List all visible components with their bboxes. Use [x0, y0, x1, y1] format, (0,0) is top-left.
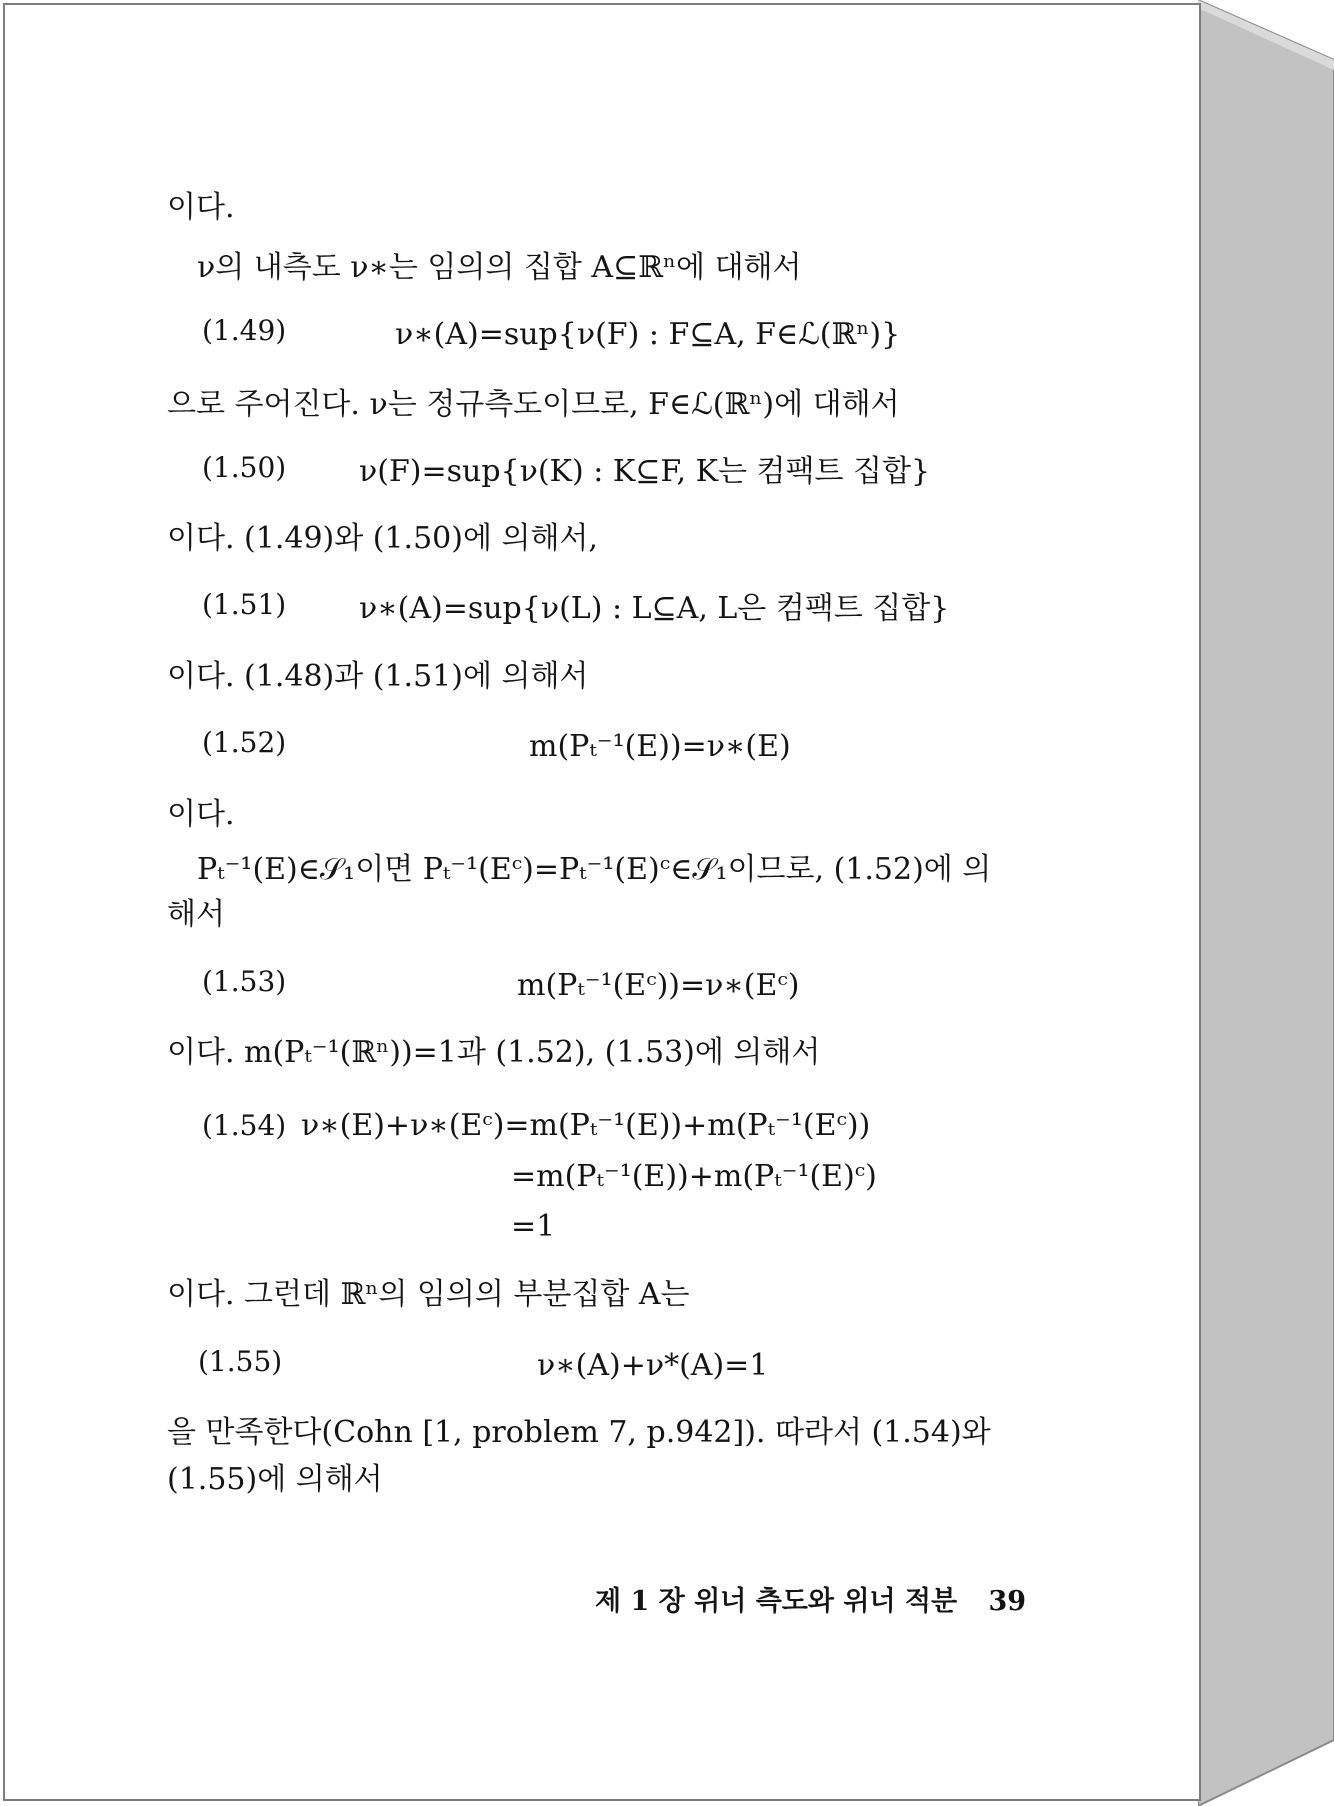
equation-number-1-53: (1.53): [202, 965, 287, 998]
equation-number-1-52: (1.52): [202, 726, 287, 759]
text-line-12: (1.55)에 의해서: [167, 1462, 383, 1497]
text-line-10: 이다. 그런데 ℝⁿ의 임의의 부분집합 A는: [167, 1277, 690, 1312]
equation-1-55: ν∗(A)+ν*(A)=1: [537, 1348, 769, 1383]
text-line-6: 이다.: [167, 797, 235, 832]
text-line-11: 을 만족한다(Cohn [1, problem 7, p.942]). 따라서 (1.54)와: [167, 1415, 991, 1450]
equation-1-54: ν∗(E)+ν∗(Eᶜ)=m(Pₜ⁻¹(E))+m(Pₜ⁻¹(Eᶜ)): [301, 1108, 871, 1143]
text-line-1: 이다.: [167, 190, 235, 225]
equation-1-54-line-3: =1: [511, 1209, 556, 1244]
text-line-3: 으로 주어진다. ν는 정규측도이므로, F∈ℒ(ℝⁿ)에 대해서: [167, 387, 900, 422]
book-page: [3, 3, 1201, 1801]
equation-1-50: ν(F)=sup{ν(K) : K⊆F, K는 컴팩트 집합}: [359, 454, 931, 489]
text-line-2: ν의 내측도 ν∗는 임의의 집합 A⊆ℝⁿ에 대해서: [197, 250, 802, 285]
text-line-7: Pₜ⁻¹(E)∈𝒮₁이면 Pₜ⁻¹(Eᶜ)=Pₜ⁻¹(E)ᶜ∈𝒮₁이므로, (1.52)에 의: [197, 852, 992, 887]
equation-1-52: m(Pₜ⁻¹(E))=ν∗(E): [529, 729, 791, 764]
text-line-5: 이다. (1.48)과 (1.51)에 의해서: [167, 659, 589, 694]
equation-1-53: m(Pₜ⁻¹(Eᶜ))=ν∗(Eᶜ): [517, 968, 800, 1003]
text-line-9: 이다. m(Pₜ⁻¹(ℝⁿ))=1과 (1.52), (1.53)에 의해서: [167, 1035, 821, 1070]
book-edge: [1198, 0, 1334, 1806]
text-line-4: 이다. (1.49)와 (1.50)에 의해서,: [167, 521, 598, 556]
equation-1-54-line-2: =m(Pₜ⁻¹(E))+m(Pₜ⁻¹(E)ᶜ): [511, 1159, 877, 1194]
text-line-8: 해서: [167, 897, 225, 932]
equation-number-1-55: (1.55): [198, 1345, 283, 1378]
equation-number-1-49: (1.49): [202, 314, 287, 347]
equation-1-51: ν∗(A)=sup{ν(L) : L⊆A, L은 컴팩트 집합}: [359, 591, 950, 626]
equation-number-1-51: (1.51): [202, 588, 287, 621]
equation-1-49: ν∗(A)=sup{ν(F) : F⊆A, F∈ℒ(ℝⁿ)}: [395, 317, 901, 352]
page-number: 39: [988, 1586, 1027, 1617]
chapter-title: 제 1 장 위너 측도와 위너 적분: [595, 1586, 958, 1617]
running-footer: [595, 1582, 1026, 1622]
equation-number-1-54: (1.54): [202, 1109, 287, 1142]
equation-number-1-50: (1.50): [202, 451, 287, 484]
